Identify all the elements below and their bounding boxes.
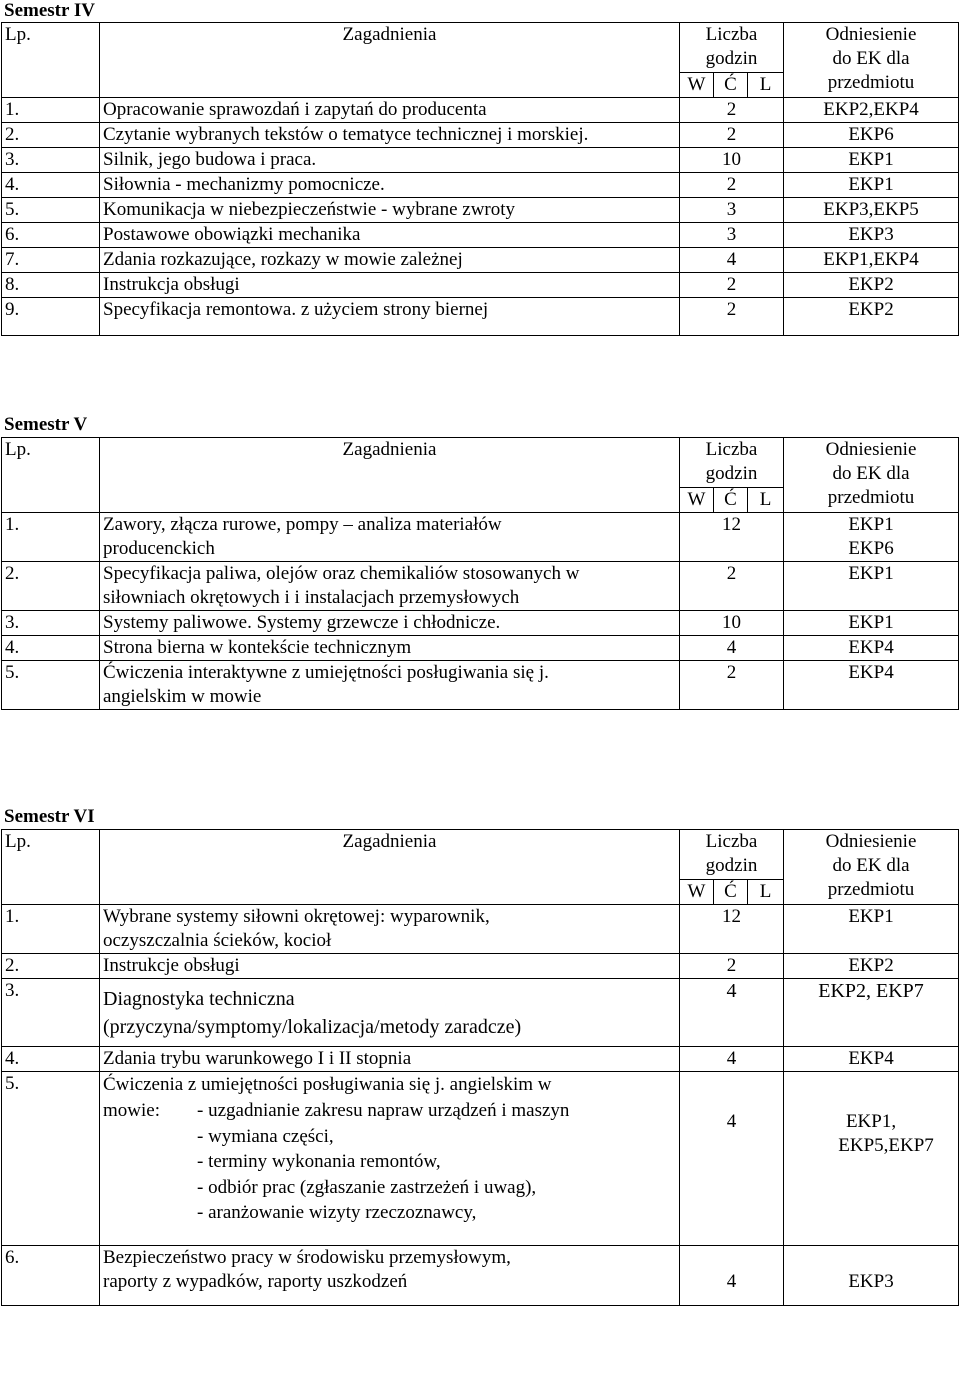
row-topic: Zdania rozkazujące, rozkazy w mowie zależnej bbox=[100, 248, 680, 273]
row-lp: 2. bbox=[2, 123, 100, 148]
row-topic: Zawory, złącza rurowe, pompy ‒ analiza materiałów producenckich bbox=[100, 513, 680, 562]
table-row bbox=[2, 298, 959, 336]
row-hours: 2 bbox=[680, 954, 784, 979]
table-row bbox=[2, 661, 959, 710]
row-ek: EKP1,EKP4 bbox=[784, 248, 959, 273]
row-ek: EKP2 bbox=[784, 954, 959, 979]
row-topic: Specyfikacja remontowa. z użyciem strony biernej bbox=[100, 298, 680, 336]
row-lp: 5. bbox=[2, 1072, 100, 1246]
subitem: - aranżowanie wizyty rzeczoznawcy, bbox=[197, 1202, 477, 1223]
row-ek: EKP1 bbox=[784, 173, 959, 198]
row-hours: 12 bbox=[680, 513, 784, 562]
semester-6-table bbox=[1, 829, 959, 1306]
row-ek: EKP1 bbox=[784, 562, 959, 611]
row-hours: 2 bbox=[680, 173, 784, 198]
row-hours: 10 bbox=[680, 611, 784, 636]
header-ek: Odniesienie do EK dla przedmiotu bbox=[784, 438, 959, 513]
table-row bbox=[2, 1072, 959, 1246]
row-topic: Bezpieczeństwo pracy w środowisku przemysłowym, raporty z wypadków, raporty uszkodzeń bbox=[100, 1246, 680, 1306]
table-row bbox=[2, 513, 959, 562]
row-ek: EKP1, EKP5,EKP7 bbox=[784, 1072, 959, 1246]
row-hours: 10 bbox=[680, 148, 784, 173]
table-row bbox=[2, 979, 959, 1047]
semester-4-table bbox=[1, 22, 959, 336]
row-lp: 2. bbox=[2, 562, 100, 611]
table-row bbox=[2, 198, 959, 223]
row-ek: EKP4 bbox=[784, 636, 959, 661]
table-row bbox=[2, 562, 959, 611]
table-row bbox=[2, 905, 959, 954]
header-topic: Zagadnienia bbox=[100, 438, 680, 513]
row-topic: Opracowanie sprawozdań i zapytań do producenta bbox=[100, 98, 680, 123]
header-hours: Liczba godzin bbox=[680, 830, 784, 880]
table-row bbox=[2, 611, 959, 636]
header-c: Ć bbox=[714, 880, 748, 905]
row-lp: 7. bbox=[2, 248, 100, 273]
row-hours: 4 bbox=[680, 636, 784, 661]
row-hours: 4 bbox=[680, 979, 784, 1047]
row-ek: EKP3 bbox=[784, 1246, 959, 1306]
row-topic: Komunikacja w niebezpieczeństwie - wybrane zwroty bbox=[100, 198, 680, 223]
row-topic: Wybrane systemy siłowni okrętowej: wyparownik, oczyszczalnia ścieków, kocioł bbox=[100, 905, 680, 954]
row-ek: EKP2,EKP4 bbox=[784, 98, 959, 123]
table-row bbox=[2, 223, 959, 248]
row-ek: EKP3,EKP5 bbox=[784, 198, 959, 223]
row-topic: Zdania trybu warunkowego I i II stopnia bbox=[100, 1047, 680, 1072]
header-topic: Zagadnienia bbox=[100, 23, 680, 98]
row-hours: 2 bbox=[680, 562, 784, 611]
table-row bbox=[2, 1047, 959, 1072]
row-lp: 3. bbox=[2, 979, 100, 1047]
row-hours: 4 bbox=[680, 1072, 784, 1246]
row-lp: 3. bbox=[2, 148, 100, 173]
subitem: - odbiór prac (zgłaszanie zastrzeżeń i uwag), bbox=[197, 1176, 537, 1198]
header-ek: Odniesienie do EK dla przedmiotu bbox=[784, 830, 959, 905]
row-ek: EKP1 EKP6 bbox=[784, 513, 959, 562]
row-ek: EKP2 bbox=[784, 273, 959, 298]
row-lp: 6. bbox=[2, 223, 100, 248]
table-row bbox=[2, 273, 959, 298]
header-w: W bbox=[680, 73, 714, 98]
row-lp: 1. bbox=[2, 513, 100, 562]
header-hours: Liczba godzin bbox=[680, 23, 784, 73]
row-hours: 2 bbox=[680, 298, 784, 336]
header-l: L bbox=[748, 488, 784, 513]
header-w: W bbox=[680, 880, 714, 905]
row-lp: 8. bbox=[2, 273, 100, 298]
row-topic: Specyfikacja paliwa, olejów oraz chemikaliów stosowanych w siłowniach okrętowych i i instalacjach przemysłowych bbox=[100, 562, 680, 611]
table-row bbox=[2, 98, 959, 123]
subitem: - uzgadnianie zakresu napraw urządzeń i maszyn bbox=[197, 1100, 570, 1121]
row-topic: Strona bierna w kontekście technicznym bbox=[100, 636, 680, 661]
row-lp: 3. bbox=[2, 611, 100, 636]
row-hours: 12 bbox=[680, 905, 784, 954]
table-row bbox=[2, 636, 959, 661]
semester-5-table bbox=[1, 437, 959, 710]
row-topic: Postawowe obowiązki mechanika bbox=[100, 223, 680, 248]
row-ek: EKP4 bbox=[784, 661, 959, 710]
table-row bbox=[2, 173, 959, 198]
row-hours: 3 bbox=[680, 223, 784, 248]
header-c: Ć bbox=[714, 488, 748, 513]
semester-4-title: Semestr IV bbox=[4, 0, 95, 21]
row-lp: 9. bbox=[2, 298, 100, 336]
row-hours: 2 bbox=[680, 98, 784, 123]
header-topic: Zagadnienia bbox=[100, 830, 680, 905]
header-l: L bbox=[748, 880, 784, 905]
row-topic: Ćwiczenia z umiejętności posługiwania się j. angielskim w mowie: - uzgadnianie zakresu napraw urządzeń i maszyn - wymiana części, - terminy wykonania remontów, - odbiór prac (zgłaszanie zastrzeżeń i uwag), - aranżowanie wizyty rzeczoznawcy, bbox=[100, 1072, 680, 1246]
row-topic: Instrukcje obsługi bbox=[100, 954, 680, 979]
row-topic: Systemy paliwowe. Systemy grzewcze i chłodnicze. bbox=[100, 611, 680, 636]
table-row bbox=[2, 148, 959, 173]
row-topic: Silnik, jego budowa i praca. bbox=[100, 148, 680, 173]
row-ek: EKP3 bbox=[784, 223, 959, 248]
row-topic: Ćwiczenia interaktywne z umiejętności posługiwania się j. angielskim w mowie bbox=[100, 661, 680, 710]
row-ek: EKP1 bbox=[784, 905, 959, 954]
row-hours: 4 bbox=[680, 248, 784, 273]
row-ek: EKP1 bbox=[784, 148, 959, 173]
row-lp: 2. bbox=[2, 954, 100, 979]
row-ek: EKP6 bbox=[784, 123, 959, 148]
header-w: W bbox=[680, 488, 714, 513]
header-ek: Odniesienie do EK dla przedmiotu bbox=[784, 23, 959, 98]
row-hours: 3 bbox=[680, 198, 784, 223]
header-hours: Liczba godzin bbox=[680, 438, 784, 488]
row-ek: EKP2 bbox=[784, 298, 959, 336]
header-l: L bbox=[748, 73, 784, 98]
table-row bbox=[2, 954, 959, 979]
row-ek: EKP2, EKP7 bbox=[784, 979, 959, 1047]
table-row bbox=[2, 1246, 959, 1306]
row-lp: 4. bbox=[2, 173, 100, 198]
subitem: - terminy wykonania remontów, bbox=[197, 1151, 441, 1172]
table-row bbox=[2, 248, 959, 273]
row-hours: 2 bbox=[680, 123, 784, 148]
row-topic: Diagnostyka techniczna (przyczyna/symptomy/lokalizacja/metody zaradcze) bbox=[100, 979, 680, 1047]
row-lp: 1. bbox=[2, 98, 100, 123]
row-lp: 4. bbox=[2, 636, 100, 661]
header-lp: Lp. bbox=[2, 438, 100, 513]
header-lp: Lp. bbox=[2, 23, 100, 98]
table-header-row bbox=[2, 438, 959, 488]
semester-5-title: Semestr V bbox=[4, 414, 88, 435]
header-lp: Lp. bbox=[2, 830, 100, 905]
row-ek: EKP4 bbox=[784, 1047, 959, 1072]
row-ek: EKP1 bbox=[784, 611, 959, 636]
row-topic: Instrukcja obsługi bbox=[100, 273, 680, 298]
row-topic: Czytanie wybranych tekstów o tematyce technicznej i morskiej. bbox=[100, 123, 680, 148]
table-header-row bbox=[2, 23, 959, 73]
row-hours: 2 bbox=[680, 661, 784, 710]
row-lp: 5. bbox=[2, 661, 100, 710]
row-lp: 5. bbox=[2, 198, 100, 223]
row-hours: 4 bbox=[680, 1047, 784, 1072]
row-lp: 1. bbox=[2, 905, 100, 954]
header-c: Ć bbox=[714, 73, 748, 98]
row-lp: 4. bbox=[2, 1047, 100, 1072]
subitem: - wymiana części, bbox=[197, 1125, 334, 1147]
row-hours: 2 bbox=[680, 273, 784, 298]
semester-6-title: Semestr VI bbox=[4, 806, 95, 827]
row-hours: 4 bbox=[680, 1246, 784, 1306]
table-header-row bbox=[2, 830, 959, 880]
table-row bbox=[2, 123, 959, 148]
row-lp: 6. bbox=[2, 1246, 100, 1306]
row-topic: Siłownia - mechanizmy pomocnicze. bbox=[100, 173, 680, 198]
